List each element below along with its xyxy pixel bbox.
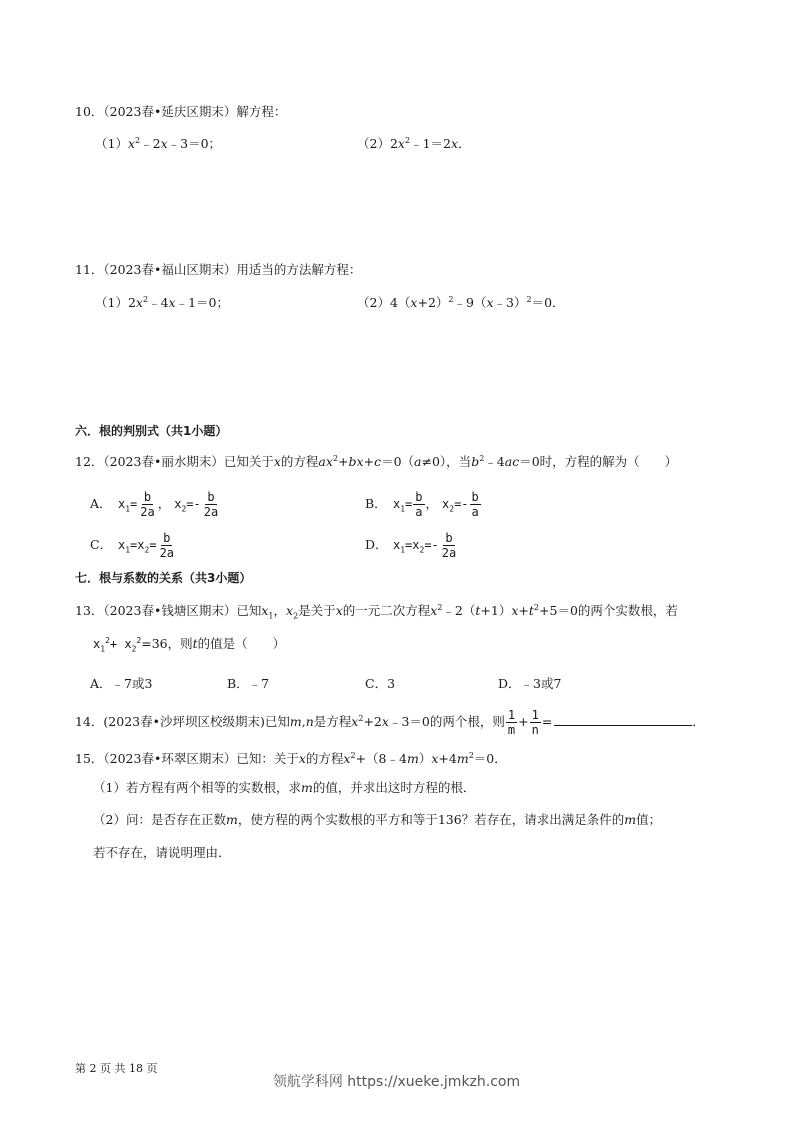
- watermark: 领航学科网 https://xueke.jmkzh.com: [272, 1074, 521, 1090]
- q10-stem: 10．（2023春•延庆区期末）解方程：: [75, 104, 287, 119]
- q12-option-a[interactable]: A． $x_1=$ $\frac{b}{2a}$ ， $x_2=-$ $\frac{b}{2a}$: [90, 490, 219, 519]
- q13-stem-line2: $x_1^2+ x_2^2=36$，则t的值是（ ）: [93, 636, 286, 654]
- q14-answer-blank[interactable]: [554, 725, 692, 726]
- q15-part2-line2: 若不存在，请说明理由．: [93, 845, 231, 860]
- q14-stem: 14．(2023春•沙坪坝区校级期末)已知m,n是方程$x^2+2x﹣3=0$的两个根，则 $\frac{1}{m}$ + $\frac{1}{n}$ = ．: [75, 708, 705, 737]
- q10-part1: $(1)x^2﹣2x﹣3=0$；: [95, 135, 222, 151]
- q12-option-d[interactable]: D． $x_1=x_2=-$ $\frac{b}{2a}$: [365, 531, 457, 560]
- q11-part1: $(1)2x^2﹣4x﹣1=0$；: [95, 294, 229, 310]
- q15-part1: （1）若方程有两个相等的实数根，求m的值，并求出这时方程的根．: [93, 780, 476, 795]
- q12-stem: 12．（2023春•丽水期末）已知关于x的方程$ax^2+bx+c=0(a\ne 0)$，当$b^2﹣4ac=0$时，方程的解为（ ）: [75, 453, 678, 469]
- q10-part2: $(2)2x^2﹣1=2x$．: [357, 135, 471, 151]
- section-6-heading: 六．根的判别式（共1小题）: [75, 424, 228, 438]
- section-7-heading: 七．根与系数的关系（共3小题）: [75, 571, 252, 585]
- q12-option-c[interactable]: C． $x_1=x_2=$ $\frac{b}{2a}$: [90, 531, 175, 560]
- q11-stem: 11．（2023春•福山区期末）用适当的方法解方程：: [75, 262, 362, 277]
- q13-option-a[interactable]: A．﹣7或3: [90, 676, 153, 691]
- page-number: 第 2 页 共 18 页: [75, 1062, 158, 1075]
- q12-option-b[interactable]: B． $x_1=$ $\frac{b}{a}$ ， $x_2=-$ $\frac{b}{a}$: [365, 490, 479, 519]
- q13-stem: 13．（2023春•钱塘区期末）已知$x_1$，$x_2$是关于x的一元二次方程$x^2﹣2(t+1)x+t^2+5=0$的两个实数根，若: [75, 602, 678, 621]
- q15-stem: 15．（2023春•环翠区期末）已知：关于x的方程$x^2+(8﹣4m)x+4m^2=0$．: [75, 750, 507, 766]
- q13-option-b[interactable]: B．﹣7: [227, 676, 270, 691]
- q13-option-c[interactable]: C．3: [365, 676, 396, 691]
- q13-option-d[interactable]: D．﹣3或7: [498, 676, 562, 691]
- q11-part2: $(2)4(x+2)^2﹣9(x﹣3)^2=0$．: [357, 294, 565, 310]
- q15-part2: （2）问：是否存在正数m，使方程的两个实数根的平方和等于136？若存在，请求出满足条件的m值；: [93, 812, 662, 827]
